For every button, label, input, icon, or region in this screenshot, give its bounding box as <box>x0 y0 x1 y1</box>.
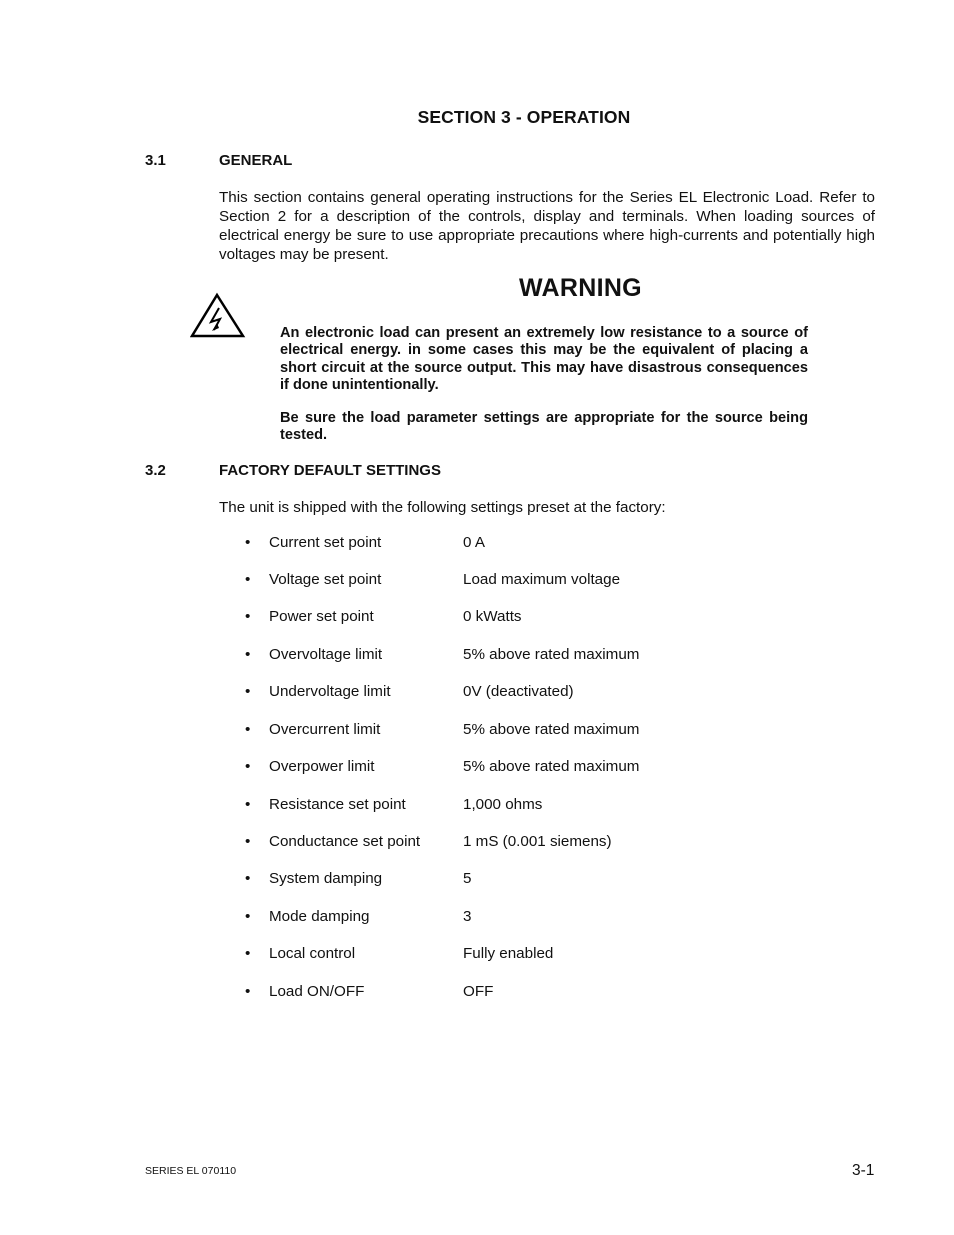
setting-value: Load maximum voltage <box>463 571 621 588</box>
bullet: • <box>245 945 251 962</box>
setting-label: Current set point <box>269 534 382 551</box>
setting-value: 0 kWatts <box>463 608 522 625</box>
setting-value: 5% above rated maximum <box>463 646 640 663</box>
bullet: • <box>245 870 251 887</box>
section-number-3-1: 3.1 <box>145 152 166 169</box>
bullet: • <box>245 983 251 1000</box>
page-title: SECTION 3 - OPERATION <box>417 107 631 127</box>
bullet: • <box>245 534 251 551</box>
setting-label: Mode damping <box>269 908 370 925</box>
setting-label: Power set point <box>269 608 374 625</box>
setting-value: 0V (deactivated) <box>463 683 574 700</box>
bullet: • <box>245 646 251 663</box>
general-paragraph: This section contains general operating instructions for the Series EL Electronic Load. Refer to Section 2 for a description of the controls, display and terminals. When loading sources of electrical energy be sure to use appropriate precautions where high-currents and potentially high voltages may be present. <box>219 189 875 263</box>
bullet: • <box>245 608 251 625</box>
setting-label: Resistance set point <box>269 796 406 813</box>
bullet: • <box>245 683 251 700</box>
factory-defaults-intro: The unit is shipped with the following settings preset at the factory: <box>219 499 666 516</box>
setting-label: Voltage set point <box>269 571 382 588</box>
setting-label: Overvoltage limit <box>269 646 383 663</box>
setting-value: 5 <box>463 870 472 887</box>
bullet: • <box>245 758 251 775</box>
setting-label: System damping <box>269 870 383 887</box>
setting-label: Local control <box>269 945 356 962</box>
warning-text-2: Be sure the load parameter settings are appropriate for the source being tested. <box>280 410 808 444</box>
bullet: • <box>245 721 251 738</box>
setting-value: OFF <box>463 983 494 1000</box>
setting-label: Conductance set point <box>269 833 421 850</box>
setting-label: Undervoltage limit <box>269 683 391 700</box>
setting-label: Overcurrent limit <box>269 721 381 738</box>
electrical-hazard-icon <box>190 292 246 340</box>
bullet: • <box>245 833 251 850</box>
setting-value: 1,000 ohms <box>463 796 543 813</box>
footer-document-id: SERIES EL 070110 <box>145 1165 237 1177</box>
bullet: • <box>245 796 251 813</box>
section-heading-general: GENERAL <box>219 152 293 169</box>
setting-value: Fully enabled <box>463 945 554 962</box>
bullet: • <box>245 571 251 588</box>
setting-value: 5% above rated maximum <box>463 758 640 775</box>
setting-value: 3 <box>463 908 472 925</box>
setting-value: 1 mS (0.001 siemens) <box>463 833 612 850</box>
section-number-3-2: 3.2 <box>145 462 166 479</box>
footer-page-number: 3-1 <box>852 1162 875 1179</box>
setting-label: Load ON/OFF <box>269 983 365 1000</box>
section-heading-factory-defaults: FACTORY DEFAULT SETTINGS <box>219 462 441 479</box>
setting-label: Overpower limit <box>269 758 375 775</box>
setting-value: 0 A <box>463 534 485 551</box>
setting-value: 5% above rated maximum <box>463 721 640 738</box>
warning-title: WARNING <box>519 274 642 302</box>
warning-text-1: An electronic load can present an extremely low resistance to a source of electrical energy. in some cases this may be the equivalent of placing a short circuit at the source output. This may have disastrous consequences if done unintentionally. <box>280 325 808 393</box>
bullet: • <box>245 908 251 925</box>
